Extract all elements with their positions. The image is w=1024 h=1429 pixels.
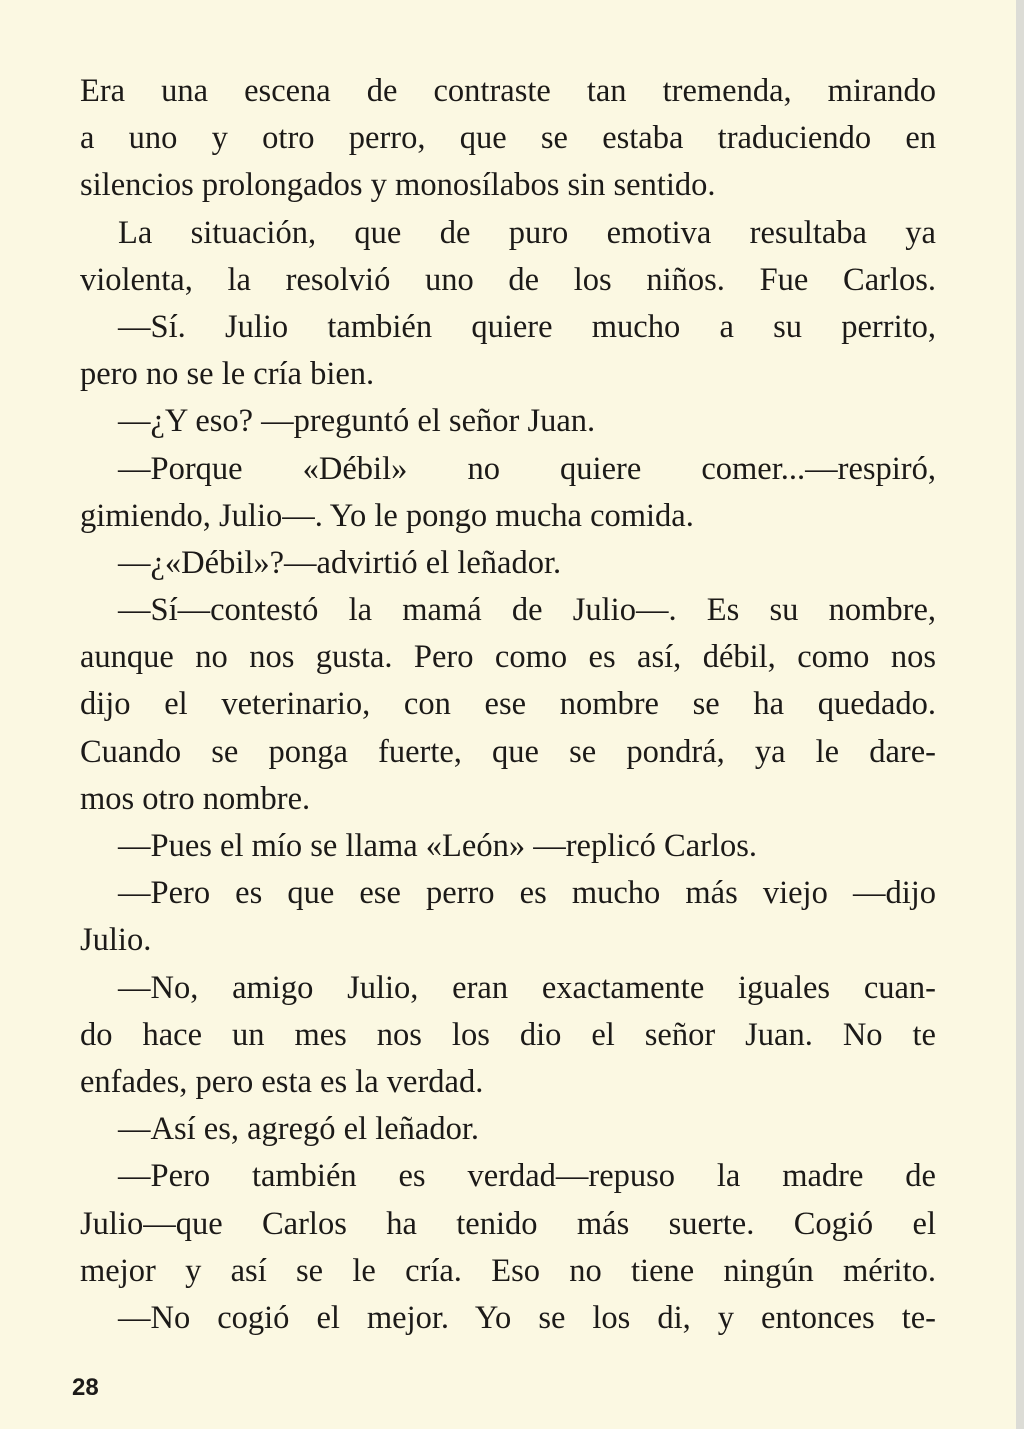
text-line: —Pero también es verdad—repuso la madre de [118, 1158, 936, 1195]
text-line: dijo el veterinario, con ese nombre se ha quedado. [80, 686, 936, 723]
text-line: pero no se le cría bien. [80, 356, 375, 393]
text-line: —¿«Débil»?—advirtió el leñador. [118, 544, 562, 581]
text-line: Era una escena de contraste tan tremenda, mirando [80, 73, 936, 109]
text-line: —No, amigo Julio, eran exactamente iguales cuan- [118, 969, 936, 1006]
text-line: aunque no nos gusta. Pero como es así, débil, como nos [80, 639, 936, 676]
text-line: —Sí—contestó la mamá de Julio—. Es su nombre, [118, 592, 936, 629]
text-line: silencios prolongados y monosílabos sin sentido. [80, 167, 716, 204]
text-line: enfades, pero esta es la verdad. [80, 1063, 484, 1100]
text-line: gimiendo, Julio—. Yo le pongo mucha comida. [80, 497, 694, 534]
text-line: —Pero es que ese perro es mucho más viejo —dijo [118, 875, 936, 912]
text-line: Julio—que Carlos ha tenido más suerte. Cogió el [80, 1205, 936, 1242]
text-line: —Así es, agregó el leñador. [118, 1111, 480, 1148]
text-line: —Sí. Julio también quiere mucho a su perrito, [118, 308, 936, 345]
text-line: do hace un mes nos los dio el señor Juan. No te [80, 1016, 936, 1053]
text-line: —Porque «Débil» no quiere comer...—respiró, [118, 450, 936, 487]
text-line: —No cogió el mejor. Yo se los di, y entonces te- [118, 1299, 936, 1336]
text-line: Julio. [80, 922, 152, 959]
text-line: —Pues el mío se llama «León» —replicó Carlos. [118, 828, 758, 864]
text-line: a uno y otro perro, que se estaba traduciendo en [80, 120, 936, 157]
text-line: violenta, la resolvió uno de los niños. Fue Carlos. [80, 261, 936, 298]
text-line: Cuando se ponga fuerte, que se pondrá, ya le dare- [80, 733, 936, 770]
body-text [80, 68, 936, 1342]
text-line: —¿Y eso? —preguntó el señor Juan. [118, 403, 596, 440]
text-line: mos otro nombre. [80, 780, 311, 817]
text-line: La situación, que de puro emotiva resultaba ya [118, 214, 936, 251]
page-number: 28 [72, 1374, 99, 1401]
text-line: mejor y así se le cría. Eso no tiene ningún mérito. [80, 1252, 936, 1289]
